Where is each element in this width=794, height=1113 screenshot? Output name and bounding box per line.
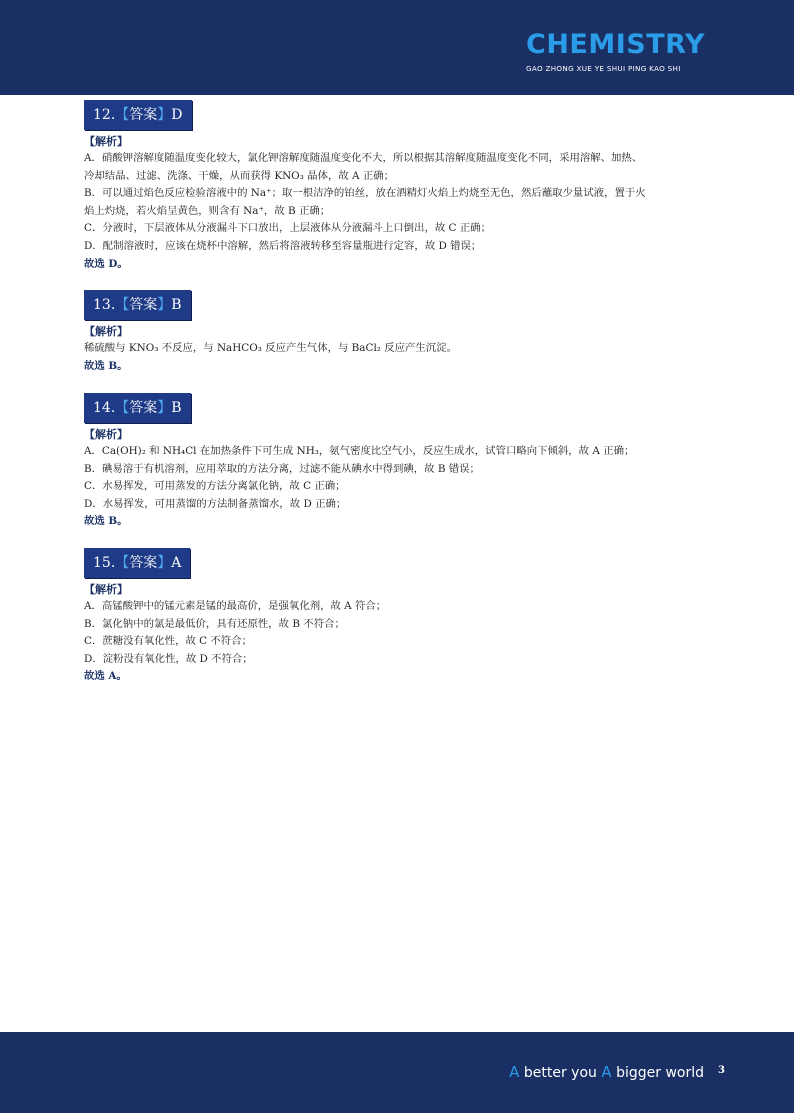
slogan-letter-a: A — [509, 1063, 520, 1081]
answer-label: 答案 — [129, 107, 158, 123]
conclusion: 故选 B。 — [84, 515, 128, 528]
bracket-open: 【 — [115, 107, 130, 123]
analysis-heading: 【解析】 — [84, 135, 128, 148]
answer-box-15 — [84, 548, 190, 578]
conclusion: 故选 B。 — [84, 359, 128, 372]
analysis-line: A．Ca(OH)₂ 和 NH₄Cl 在加热条件下可生成 NH₃，氨气密度比空气小，反应生成水，试管口略向下倾斜，故 A 正确； — [84, 445, 635, 457]
question-15-section — [84, 548, 724, 686]
answer-label: 答案 — [129, 400, 158, 416]
answer-box-14 — [84, 393, 191, 423]
slogan-text: better you — [519, 1065, 602, 1081]
answer-label: 答案 — [129, 297, 158, 313]
bracket-close: 】 — [157, 400, 172, 416]
analysis-heading: 【解析】 — [84, 583, 128, 596]
slogan-letter-a: A — [601, 1063, 612, 1081]
analysis-line: C．分液时，下层液体从分液漏斗下口放出，上层液体从分液漏斗上口倒出，故 C 正确； — [84, 222, 491, 235]
question-13-section — [84, 290, 724, 375]
answer-value: B — [171, 297, 182, 313]
brand-title: CHEMISTRY — [526, 29, 705, 60]
analysis-line: B．氯化钠中的氯是最低价，具有还原性，故 B 不符合； — [84, 617, 345, 630]
conclusion: 故选 D。 — [84, 257, 128, 270]
bracket-close: 】 — [157, 107, 172, 123]
conclusion: 故选 A。 — [84, 670, 127, 683]
bracket-open: 【 — [115, 400, 130, 416]
answer-box-13 — [84, 290, 191, 320]
answer-value: D — [171, 107, 183, 123]
question-number: 15. — [93, 555, 116, 571]
question-number: 13. — [93, 297, 116, 313]
analysis-line: C．蔗糖没有氧化性，故 C 不符合； — [84, 635, 252, 648]
bracket-close: 】 — [157, 297, 172, 313]
bracket-open: 【 — [115, 555, 130, 571]
page-header — [0, 0, 794, 95]
question-12-section — [84, 100, 724, 273]
analysis-line: B．可以通过焰色反应检验溶液中的 Na⁺；取一根洁净的铂丝，放在酒精灯火焰上灼烧至无色，然后蘸取少量试液，置于火 — [84, 187, 646, 200]
bracket-open: 【 — [115, 297, 130, 313]
analysis-line: D．水易挥发，可用蒸馏的方法制备蒸馏水，故 D 正确； — [84, 497, 347, 510]
analysis-line: 稀硫酸与 KNO₃ 不反应，与 NaHCO₃ 反应产生气体，与 BaCl₂ 反应产生沉淀。 — [84, 342, 457, 354]
answer-box-12 — [84, 100, 192, 130]
question-number: 12. — [93, 107, 116, 123]
analysis-line: A．高锰酸钾中的锰元素是锰的最高价，是强氧化剂，故 A 符合； — [84, 600, 387, 612]
analysis-line: C．水易挥发，可用蒸发的方法分离氯化钠，故 C 正确； — [84, 480, 346, 493]
question-number: 14. — [93, 400, 116, 416]
footer-slogan — [509, 1063, 704, 1081]
question-14-section — [84, 393, 724, 531]
analysis-line: B．碘易溶于有机溶剂，应用萃取的方法分离，过滤不能从碘水中得到碘，故 B 错误； — [84, 462, 480, 475]
brand-block — [526, 30, 705, 73]
analysis-heading: 【解析】 — [84, 428, 128, 441]
analysis-line: 冷却结晶、过滤、洗涤、干燥，从而获得 KNO₃ 晶体，故 A 正确； — [84, 169, 395, 182]
brand-subtitle: GAO ZHONG XUE YE SHUI PING KAO SHI — [526, 64, 681, 73]
analysis-heading: 【解析】 — [84, 325, 128, 338]
slogan-text: bigger world — [611, 1065, 704, 1081]
analysis-line: A．硝酸钾溶解度随温度变化较大，氯化钾溶解度随温度变化不大，所以根据其溶解度随温度变化不同，采用溶解、加热、 — [84, 152, 643, 164]
answer-label: 答案 — [129, 555, 158, 571]
bracket-close: 】 — [157, 555, 172, 571]
analysis-line: D．配制溶液时，应该在烧杯中溶解，然后将溶液转移至容量瓶进行定容，故 D 错误； — [84, 239, 482, 252]
page-number: 3 — [718, 1065, 725, 1076]
analysis-line: 焰上灼烧，若火焰呈黄色，则含有 Na⁺，故 B 正确； — [84, 204, 331, 217]
answer-value: A — [171, 555, 182, 571]
analysis-line: D．淀粉没有氧化性，故 D 不符合； — [84, 652, 253, 665]
answer-value: B — [171, 400, 182, 416]
page-footer — [0, 1032, 794, 1113]
